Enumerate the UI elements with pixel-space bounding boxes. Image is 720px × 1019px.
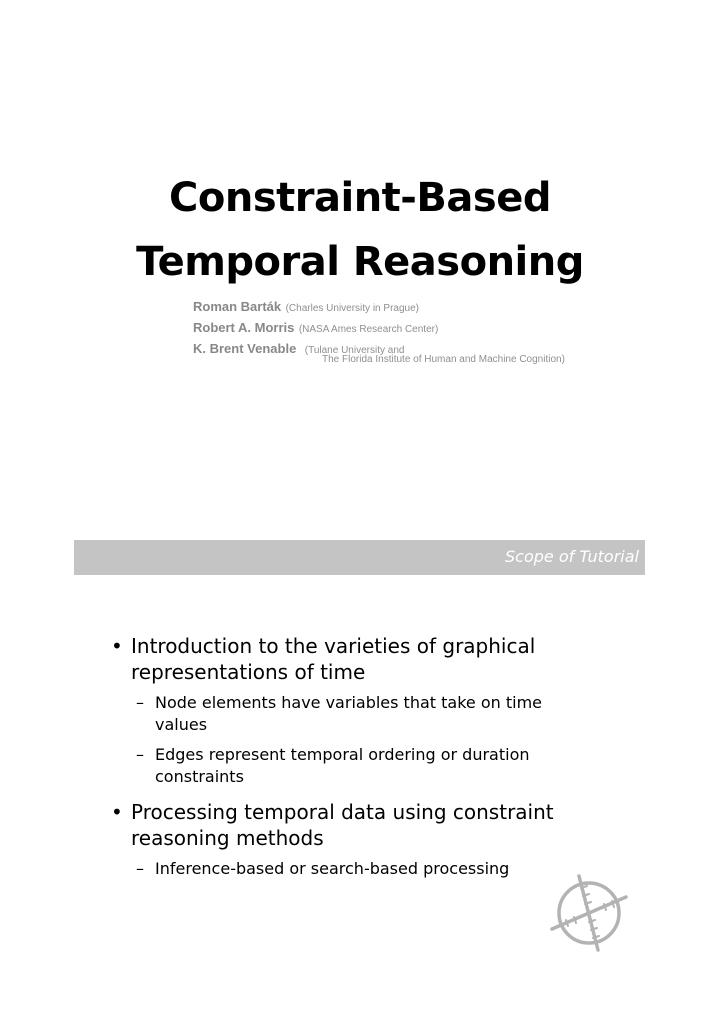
bullet-text: Processing temporal data using constraint xyxy=(131,800,554,824)
author-row xyxy=(193,319,693,340)
sub-bullet-text: Node elements have variables that take on time xyxy=(155,693,542,712)
author-name: K. Brent Venable xyxy=(193,341,297,356)
sub-bullet-text: Edges represent temporal ordering or duration xyxy=(155,745,530,764)
author-row xyxy=(193,298,693,319)
author-affiliation: (Tulane University and xyxy=(304,345,405,356)
sub-bullet-marker: – xyxy=(136,693,144,712)
section-header-band xyxy=(74,540,645,575)
section-header-label: Scope of Tutorial xyxy=(505,547,639,566)
author-affiliation-continued: The Florida Institute of Human and Machine Cognition) xyxy=(322,354,565,365)
crosshair-logo-icon xyxy=(546,870,632,956)
author-affiliation: (Charles University in Prague) xyxy=(285,303,419,314)
author-name: Roman Barták xyxy=(193,299,282,314)
sub-bullet-marker: – xyxy=(136,859,144,878)
author-name: Robert A. Morris xyxy=(193,320,295,335)
bullet-text-continued: reasoning methods xyxy=(131,826,324,850)
bullet-marker: • xyxy=(111,800,123,824)
slide-title-line2: Temporal Reasoning xyxy=(136,239,584,285)
bullet-text: Introduction to the varieties of graphical xyxy=(131,634,536,658)
bullet-marker: • xyxy=(111,634,123,658)
slide-title xyxy=(0,166,720,294)
sub-bullet-text-continued: values xyxy=(155,715,208,734)
bullet-text-continued: representations of time xyxy=(131,660,366,684)
author-list xyxy=(193,298,693,365)
slide-title-line1: Constraint-Based xyxy=(169,175,551,221)
sub-bullet-text: Inference-based or search-based processing xyxy=(155,859,510,878)
sub-bullet-text-continued: constraints xyxy=(155,767,244,786)
author-affiliation: (NASA Ames Research Center) xyxy=(298,324,439,335)
sub-bullet-marker: – xyxy=(136,745,144,764)
